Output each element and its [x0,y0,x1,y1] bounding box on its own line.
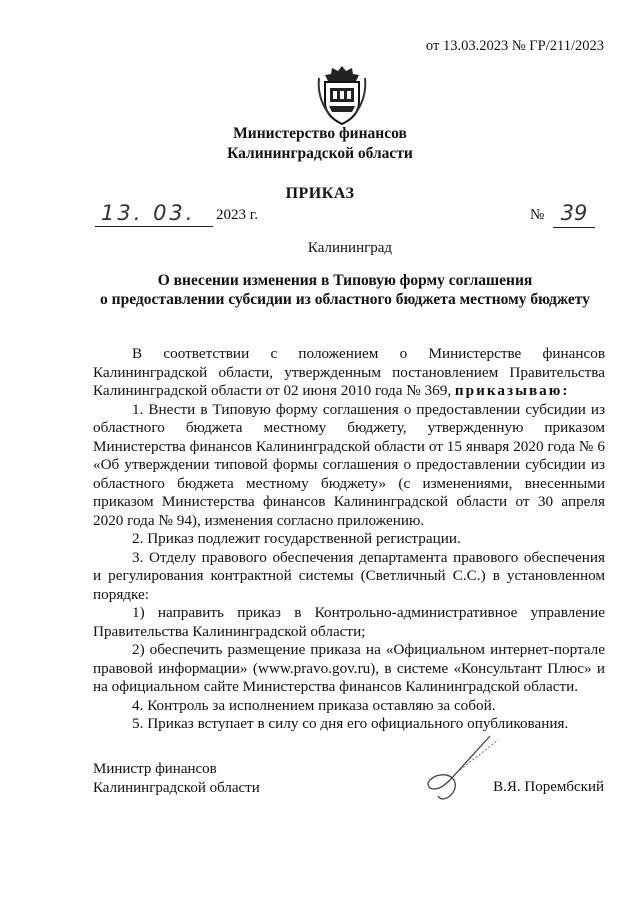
body-paragraph-preamble [93,345,605,401]
city-name: Калининград [307,240,393,256]
signatory-position [93,760,260,798]
body-paragraph-1: 1. Внести в Типовую форму соглашения о предоставлении субсидии из областного бюджета местному бюджету, утвержденную приказом Министерства финансов Калининградской области от 15 января 2020 года № 6 «Об утверждении типовой формы соглашения о предоставлении субсидии из областного бюджета местному бюджету» (с изменениями, внесенными приказом Министерства финансов Калининградской области от 30 апреля 2020 года № 94), изменения согласно приложению. [93,400,605,529]
signatory-name: В.Я. Порембский [493,779,604,795]
coat-of-arms-emblem-icon [317,64,367,126]
registration-number: от 13.03.2023 № ГР/211/2023 [425,38,604,54]
title-line-1: О внесении изменения в Типовую форму соглашения [157,272,533,289]
handwritten-signature-icon [420,730,500,810]
order-word: приказываю: [454,382,570,399]
handwritten-number: 39 [553,201,595,228]
preamble-text: В соответствии с положением о Министерстве финансов Калининградской области, утвержденным постановлением Правительства Калининградской области от 02 июня 2010 года № 369, [93,345,605,399]
document-body [93,345,605,734]
ministry-line-2: Калининградской области [227,145,413,162]
body-paragraph-3: 3. Отделу правового обеспечения департамента правового обеспечения и регулирования контрактной системы (Светличный С.С.) в установленном порядке: [93,548,605,603]
body-paragraph-4: 4. Контроль за исполнением приказа оставляю за собой. [132,696,496,714]
body-paragraph-3-1: 1) направить приказ в Контрольно-административное управление Правительства Калининградской области; [93,604,605,640]
body-paragraph-5: 5. Приказ вступает в силу со дня его официального опубликования. [132,715,569,732]
document-type: ПРИКАЗ [285,185,355,202]
title-line-2: о предоставлении субсидии из областного бюджета местному бюджету [100,291,590,308]
ministry-name [0,124,640,164]
number-label: № [530,207,545,223]
date-year: 2023 г. [216,207,258,223]
ministry-line-1: Министерство финансов [233,125,407,142]
body-paragraph-2: 2. Приказ подлежит государственной регистрации. [132,530,461,547]
body-paragraph-3-2: 2) обеспечить размещение приказа на «Официальном интернет-портале правовой информации» (www.pravo.gov.ru), в системе «Консультант Плюс» и на официальном сайте Министерства финансов Калининградской области. [93,641,605,695]
position-line-2: Калининградской области [93,780,260,796]
document-title [0,271,640,309]
handwritten-date: 13. 03. [95,201,213,227]
position-line-1: Министр финансов [93,761,217,777]
